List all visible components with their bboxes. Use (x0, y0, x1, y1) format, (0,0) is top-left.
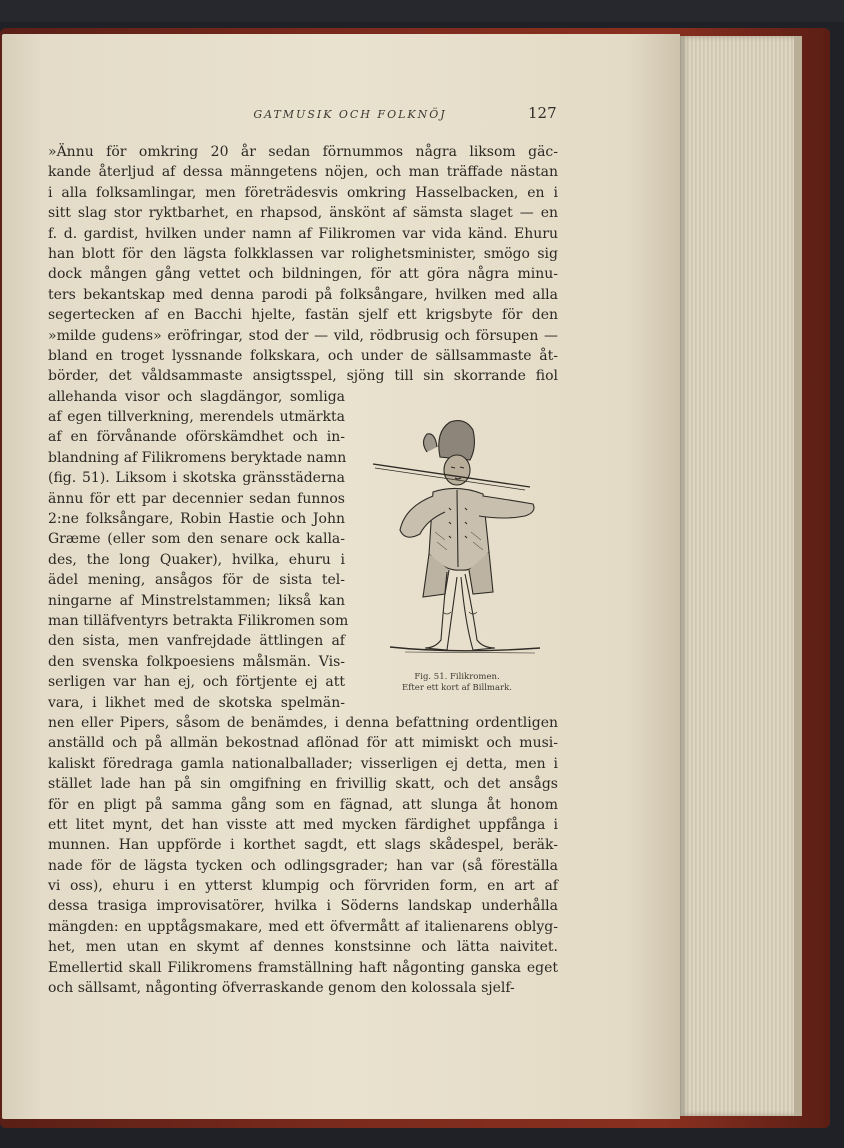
page-number: 127 (528, 104, 557, 122)
text-line: för en pligt på samma gång som en fägnad, att slunga åt honom (48, 796, 558, 813)
text-line: het, men utan en skymt af dennes konstsinne och lätta naivitet. (48, 939, 558, 956)
text-line: »Ännu för omkring 20 år sedan förnummos några liksom gäc- (48, 144, 558, 160)
text-line: och sällsamt, någonting öfverraskande genom den kolossala sjelf- (48, 980, 515, 997)
text-line: ännu för ett par decennier sedan funnos (48, 490, 345, 507)
caption-credit: Efter ett kort af Billmark. (402, 683, 512, 693)
text-line: ningarne af Minstrelstammen; likså kan (48, 592, 345, 609)
text-line: allehanda visor och slagdängor, somliga (48, 388, 345, 405)
text-line: ett litet mynt, det han visste att med mycken färdighet uppfånga i (48, 816, 558, 833)
text-line: des, the long Quaker), hvilka, ehuru i (48, 551, 345, 568)
text-line: »milde gudens» eröfringar, stod der — vild, rödbrusig och försupen — (48, 327, 558, 344)
text-line: (fig. 51). Liksom i skotska gränsstäderna (48, 470, 345, 487)
text-line: nen eller Pipers, såsom de benämdes, i denna befattning ordentligen (48, 714, 558, 731)
text-line: af en förvånande oförskämdhet och in- (48, 429, 345, 446)
text-line: stället lade han på sin omgifning en frivillig skatt, och det ansågs (48, 776, 558, 793)
text-line: bland en troget lyssnande folkskara, och under de sällsammaste åt- (48, 347, 558, 364)
text-line: kaliskt föredraga gamla nationalballader; visserligen ej detta, men i (48, 755, 558, 772)
text-line: kande återljud af dessa männgetens nöjen, och man träffade nästan (48, 164, 558, 181)
text-line: man tilläfventyrs betrakta Filikromen som (48, 612, 349, 629)
text-line: nade för de lägsta tycken och odlingsgrader; han var (så föreställa (48, 857, 558, 874)
text-line: anställd och på allmän bekostnad aflönad för att mimiskt och musi- (48, 735, 558, 752)
text-line: den svenska folkpoesiens målsmän. Vis- (48, 653, 345, 670)
caption-title: Fig. 51. Filikromen. (414, 672, 500, 682)
text-line: Græme (eller som den senare ock kalla- (48, 531, 345, 548)
text-line: f. d. gardist, hvilken under namn af Filikromen var vida känd. Ehuru (48, 225, 558, 242)
text-line: den sista, men vanfrejdade ättlingen af (48, 633, 345, 650)
text-line: segertecken af en Bacchi hjelte, fastän sjelf ett krigsbyte för den (48, 307, 558, 324)
text-line: i alla folksamlingar, men företrädesvis omkring Hasselbacken, en i (48, 184, 558, 201)
text-line: Emellertid skall Filikromens framställning haft någonting ganska eget (48, 959, 558, 976)
text-line: sitt slag stor ryktbarhet, en rhapsod, änskönt af sämsta slaget — en (48, 205, 558, 222)
fiddler-illustration (365, 412, 550, 662)
text-line: ters bekantskap med denna parodi på folksångare, hvilken med alla (48, 286, 558, 303)
text-line: vara, i likhet med de skotska spelmän- (48, 694, 345, 711)
text-line: munnen. Han uppförde i korthet sagdt, ett slags skådespel, beräk- (48, 837, 558, 854)
page-edges (680, 36, 802, 1116)
text-line: 2:ne folksångare, Robin Hastie och John (48, 511, 345, 528)
text-line: serligen var han ej, och förtjente ej att (48, 674, 345, 691)
text-line: börder, det våldsammaste ansigtsspel, sjöng till sin skorrande fiol (48, 368, 558, 385)
text-line: ädel mening, ansågos för de sista tel- (48, 572, 345, 589)
figure-illustration (365, 412, 550, 662)
text-line: af egen tillverkning, merendels utmärkta (48, 409, 345, 426)
running-head: GATMUSIK OCH FOLKNÖJ (253, 108, 447, 121)
text-line: blandning af Filikromens beryktade namn (48, 449, 347, 466)
text-line: mängden: en upptågsmakare, med ett öfvermått af italienarens oblyg- (48, 918, 558, 935)
figure-caption (352, 672, 562, 694)
text-line: dock mången gång vettet och bildningen, för att göra några minu- (48, 266, 558, 283)
text-line: vi oss), ehuru i en ytterst klumpig och förvriden form, en art af (48, 878, 558, 895)
text-line: han blott för den lägsta folkklassen var rolighetsminister, smögo sig (48, 245, 558, 262)
top-shadow (0, 0, 844, 22)
text-line: dessa trasiga improvisatörer, hvilka i Söderns landskap underhålla (48, 898, 558, 915)
